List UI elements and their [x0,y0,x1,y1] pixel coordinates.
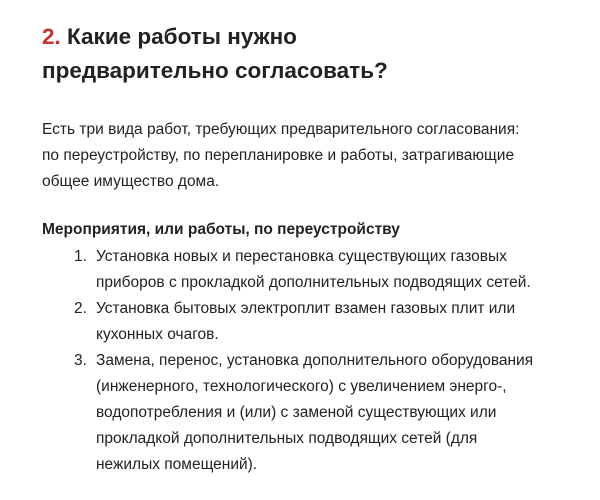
list-item-line: кухонных очагов. [96,326,219,343]
list-item-line: приборов с прокладкой дополнительных подводящих сетей. [96,274,531,291]
intro-line-1: Есть три вида работ, требующих предварительного согласования: [42,121,520,138]
list-item-line: Установка новых и перестановка существующих газовых [96,248,507,265]
list-item-number: 1. [74,248,87,265]
section-heading [42,20,580,88]
list-item [42,244,580,296]
list-item-line: Замена, перенос, установка дополнительного оборудования [96,352,534,369]
list-item-number: 3. [74,352,87,369]
section-number: 2. [42,24,61,49]
list-item-line: (инженерного, технологического) с увеличением энерго-, [96,378,507,395]
list-item-line: водопотребления и (или) с заменой существующих или [96,404,497,421]
list-item-number: 2. [74,300,87,317]
works-list [42,244,580,478]
section-title-line-2: предварительно согласовать? [42,58,388,83]
list-item [42,296,580,348]
list-item-line: Установка бытовых электроплит взамен газовых плит или [96,300,516,317]
list-item-line: прокладкой дополнительных подводящих сетей (для [96,430,478,447]
intro-line-2: по переустройству, по перепланировке и работы, затрагивающие [42,147,515,164]
intro-paragraph [42,117,580,195]
subheading: Мероприятия, или работы, по переустройству [42,221,400,238]
list-item-line: нежилых помещений). [96,456,258,473]
intro-line-3: общее имущество дома. [42,173,220,190]
section-title-line-1: Какие работы нужно [67,24,297,49]
list-item [42,348,580,478]
